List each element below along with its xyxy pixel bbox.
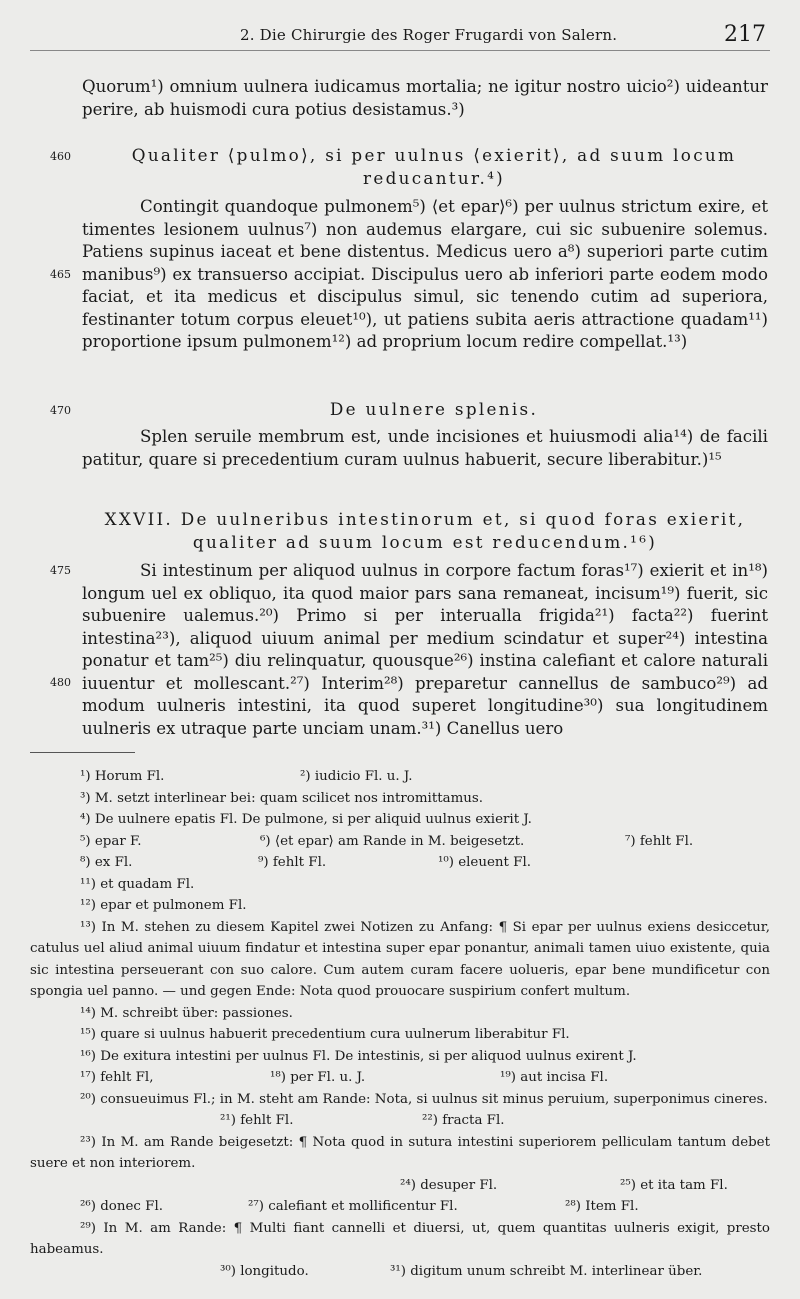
paragraph-text: Contingit quandoque pulmonem⁵) ⟨et epar⟩⁶) per uulnus strictum exire, et timentes lesionem uulnus⁷) non audemus elargare, cui sic subuenire solemus. Patiens supinus iaceat et bene distentus. Medicus uero a⁸) superiori parte cutim manibus⁹) ex transuerso accipiat. Discipulus uero ab inferiori parte eodem modo faciat, et ita medicus et discipulus simul, sic tenendo cutim ad superiora, festinanter totum corpus eleuet¹⁰), ut patiens subita aeris attractione quadam¹¹) proportione ipsum pulmonem¹²) ad proprium locum redire compellat.¹³): [82, 197, 768, 351]
footnote: ³⁰) longitudo.: [220, 1263, 309, 1279]
footnote: ¹⁶) De exitura intestini per uulnus Fl. De intestinis, si per aliquod uulnus exirent J.: [80, 1048, 637, 1064]
paragraph-text: Si intestinum per aliquod uulnus in corpore factum foras¹⁷) exierit et in¹⁸) longum uel ex obliquo, ita quod maior pars sana remaneat, incisum¹⁹) fuerit, sic subuenire ualemus.²⁰) Primo si per interualla frigida²¹) facta²²) fuerint intestina²³), aliquod uiuum animal per medium scindatur et super²⁴) intestina ponatur et tam²⁵) diu relinquatur, quousque²⁶) instina calefiant et calore naturali iuuentur et mollescant.²⁷) Interim²⁸) preparetur cannellus de sambuco²⁹) ad modum uulneris intestini, ita quod superet longitudine³⁰) sua longitudinem uulneris ex utraque parte unciam unam.³¹) Canellus uero: [82, 561, 768, 738]
footnote: ¹⁰) eleuent Fl.: [438, 855, 531, 870]
footnote: ¹¹) et quadam Fl.: [80, 876, 195, 892]
section-heading: De uulnere splenis.: [329, 399, 539, 419]
footnote: ⁵) epar F.: [80, 833, 142, 849]
paragraph: [82, 76, 768, 121]
line-number: 460: [50, 150, 71, 163]
line-number: 470: [50, 404, 71, 417]
footnote: ⁴) De uulnere epatis Fl. De pulmone, si per aliquid uulnus exierit J.: [80, 812, 532, 827]
footnote: ¹³) In M. stehen zu diesem Kapitel zwei Notizen zu Anfang: ¶ Si epar per uulnus exiens desiccetur, catulus uel aliud animal uiuum findatur et intestina super epar ponantur, animali tamen uiuo existente, quia sic intestina perseuerant con suo calore. Cum autem curam facere uolueris, epar bene mundificetur con spongia uel panno. — und gegen Ende: Nota quod prouocare suspirium confert multum.: [30, 919, 770, 999]
footnote: ²²) fracta Fl.: [422, 1113, 505, 1128]
footnote: ²⁵) et ita tam Fl.: [620, 1177, 728, 1193]
line-number: 475: [50, 564, 71, 577]
footnote: ¹⁴) M. schreibt über: passiones.: [80, 1005, 293, 1021]
footnote: ²⁹) In M. am Rande: ¶ Multi fiant cannelli et diuersi, ut, quem quantitas uulneris exigit, presto habeamus.: [30, 1220, 770, 1257]
footnote: ²) iudicio Fl. u. J.: [300, 769, 413, 784]
footnote: ²⁸) Item Fl.: [565, 1199, 639, 1214]
footnote: ²⁰) consueuimus Fl.; in M. steht am Rande: Nota, si uulnus sit minus peruium, superponimus cineres.: [80, 1091, 768, 1107]
line-number: 465: [50, 268, 71, 281]
footnote: ⁷) fehlt Fl.: [625, 833, 694, 849]
footnote: ³¹) digitum unum schreibt M. interlinear über.: [390, 1263, 703, 1279]
footnote: ²⁷) calefiant et mollificentur Fl.: [248, 1199, 458, 1214]
footnote: ⁸) ex Fl.: [80, 855, 133, 870]
footnote: ³) M. setzt interlinear bei: quam scilicet nos intromittamus.: [80, 790, 484, 806]
footnote: ¹) Horum Fl.: [80, 769, 165, 784]
footnote: ²⁴) desuper Fl.: [400, 1177, 498, 1193]
paragraph-text: Quorum¹) omnium uulnera iudicamus mortalia; ne igitur nostro uicio²) uideantur perire, ab huismodi cura potius desistamus.³): [82, 77, 768, 119]
paragraph: [82, 196, 768, 354]
footnote: ¹⁸) per Fl. u. J.: [270, 1070, 366, 1085]
paragraph: [82, 560, 768, 740]
running-header: [30, 22, 770, 51]
footnote: ¹⁹) aut incisa Fl.: [500, 1070, 609, 1085]
section-heading: Qualiter ⟨pulmo⟩, si per uulnus ⟨exierit⟩, ad suum locum reducantur.⁴): [131, 145, 737, 188]
footnote-rule: [30, 752, 135, 753]
footnote: ²⁶) donec Fl.: [80, 1199, 163, 1214]
chapter-heading: XXVII. De uulneribus intestinorum et, si quod foras exierit, qualiter ad suum locum est reducendum.¹⁶): [104, 509, 746, 552]
footnote: ²³) In M. am Rande beigesetzt: ¶ Nota quod in sutura intestini superiorem pelliculam tantum debet suere et non interiorem.: [30, 1134, 770, 1171]
footnote: ¹²) epar et pulmonem Fl.: [80, 898, 247, 913]
footnotes: [30, 766, 770, 1282]
paragraph-text: Splen seruile membrum est, unde incisiones et huiusmodi alia¹⁴) de facili patitur, quare si precedentium curam uulnus habuerit, secure liberabitur.)¹⁵: [82, 427, 768, 469]
paragraph: [82, 426, 768, 471]
footnote: ⁹) fehlt Fl.: [258, 855, 327, 870]
footnote: ¹⁷) fehlt Fl,: [80, 1070, 154, 1085]
footnote: ¹⁵) quare si uulnus habuerit precedentium cura uulnerum liberabitur Fl.: [80, 1027, 570, 1042]
footnote: ²¹) fehlt Fl.: [220, 1113, 294, 1128]
line-number: 480: [50, 676, 71, 689]
page-number: 217: [724, 22, 766, 47]
running-title: 2. Die Chirurgie des Roger Frugardi von Salern.: [240, 26, 618, 44]
footnote: ⁶) ⟨et epar⟩ am Rande in M. beigesetzt.: [260, 833, 525, 849]
